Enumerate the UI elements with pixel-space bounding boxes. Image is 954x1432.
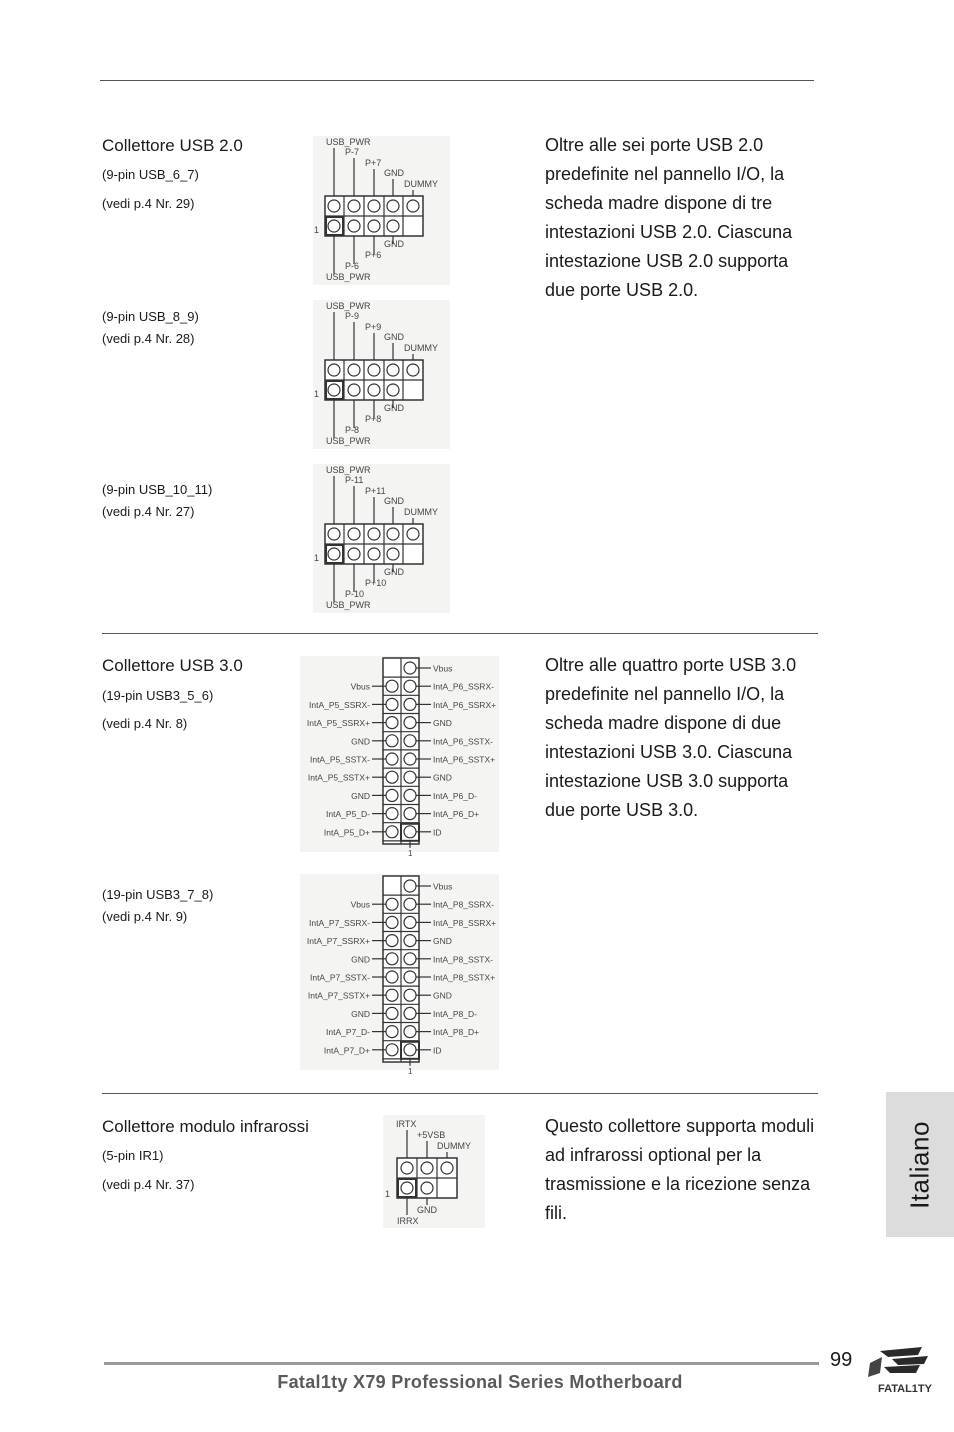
pin-label-left: IntA_P7_D- (326, 1027, 370, 1038)
footer-title: Fatal1ty X79 Professional Series Motherboard (277, 1372, 683, 1392)
pin-label-right: GND (433, 990, 452, 1001)
usb3-diagram-svg-1 (300, 656, 499, 858)
label-usb-pwr-bottom: USB_PWR (326, 436, 371, 446)
pin-label-left: GND (351, 1008, 370, 1019)
label-gnd: GND (417, 1205, 437, 1215)
pin-label-left: IntA_P7_SSTX+ (307, 990, 370, 1001)
pin-label-left: GND (351, 954, 370, 965)
pin-label-right: IntA_P8_D+ (433, 1027, 480, 1038)
pin-label-right: IntA_P6_D+ (433, 809, 480, 820)
label-p-minus-top: P-9 (345, 311, 360, 321)
pin-label-left: IntA_P7_SSTX- (309, 972, 370, 983)
pin-label-right: Vbus (433, 881, 453, 892)
language-tab (886, 1092, 954, 1237)
label-p-plus-top: P+11 (365, 486, 386, 496)
footer-rule (104, 1362, 819, 1365)
label-dummy: DUMMY (404, 179, 438, 189)
pin-label-right: GND (433, 718, 452, 729)
pin-label-right: IntA_P6_D- (433, 790, 477, 801)
pin-label-right: IntA_P6_SSRX- (433, 681, 494, 692)
section-divider-2 (102, 1093, 818, 1094)
usb3-h2-ref: (vedi p.4 Nr. 9) (102, 909, 188, 924)
usb3-header-diagram-1 (300, 656, 499, 858)
label-usb-pwr-bottom: USB_PWR (326, 600, 371, 610)
pin-label-left: IntA_P5_SSTX+ (307, 772, 370, 783)
label-p-minus-top: P-7 (345, 147, 360, 157)
pin1-marker: 1 (385, 1189, 391, 1199)
pin-label-left: GND (351, 790, 370, 801)
section-divider-1 (102, 633, 818, 634)
label-gnd-bottom: GND (384, 567, 404, 577)
usb3-diagram-svg-2 (300, 874, 499, 1076)
pin-label-left: Vbus (350, 681, 370, 692)
pin1-marker: 1 (314, 225, 320, 235)
ir-ref: (vedi p.4 Nr. 37) (102, 1177, 195, 1192)
pin-label-right: ID (433, 827, 442, 838)
pin-label-left: GND (351, 736, 370, 747)
label-irtx: IRTX (396, 1119, 417, 1129)
ir-title: Collettore modulo infrarossi (102, 1117, 309, 1136)
label-p-minus-bottom: P-8 (345, 425, 360, 435)
usb2-h1-pin: (9-pin USB_6_7) (102, 167, 199, 182)
pin-label-right: GND (433, 772, 452, 783)
pin1-marker: 1 (408, 1066, 413, 1076)
label-p-plus-bottom: P+6 (365, 250, 382, 260)
usb2-h1-ref: (vedi p.4 Nr. 29) (102, 196, 195, 211)
usb2-header-diagram-2 (313, 300, 450, 449)
usb3-description: Oltre alle quattro porte USB 3.0 predefinite nel pannello I/O, la scheda madre dispone di due intestazioni USB 3.0. Ciascuna intestazione USB 3.0 supporta due porte USB 3.0. (545, 655, 797, 820)
label-usb-pwr-bottom: USB_PWR (326, 272, 371, 282)
label-irrx: IRRX (397, 1216, 419, 1226)
top-rule (100, 80, 814, 81)
pin-label-left: IntA_P7_SSRX+ (306, 936, 370, 947)
fatal1ty-logo (862, 1343, 948, 1401)
label-usb-pwr-top: USB_PWR (326, 301, 371, 311)
usb3-title: Collettore USB 3.0 (102, 656, 243, 675)
label-gnd-top: GND (384, 168, 404, 178)
usb2-description: Oltre alle sei porte USB 2.0 predefinite nel pannello I/O, la scheda madre dispone di tre intestazioni USB 2.0. Ciascuna intestazione USB 2.0 supporta due porte USB 2.0. (545, 135, 793, 300)
ir-pin: (5-pin IR1) (102, 1148, 164, 1163)
ir-description: Questo collettore supporta moduli ad infrarossi optional per la trasmissione e la ricezione senza fili. (545, 1116, 815, 1223)
pin-label-left: Vbus (350, 899, 370, 910)
logo-text: FATAL1TY (878, 1383, 932, 1395)
label-usb-pwr-top: USB_PWR (326, 137, 371, 147)
pin-label-right: IntA_P6_SSTX+ (433, 754, 496, 765)
pin1-marker: 1 (408, 848, 413, 858)
pin-label-right: IntA_P6_SSRX+ (433, 699, 497, 710)
label-dummy: DUMMY (437, 1141, 471, 1151)
label-p-plus-top: P+7 (365, 158, 382, 168)
label-gnd-top: GND (384, 332, 404, 342)
label-gnd-bottom: GND (384, 403, 404, 413)
usb2-h3-pin: (9-pin USB_10_11) (102, 482, 213, 497)
label-p-minus-top: P-11 (345, 475, 364, 485)
label-p-plus-top: P+9 (365, 322, 382, 332)
label-p-plus-bottom: P+8 (365, 414, 382, 424)
usb3-h2-pin: (19-pin USB3_7_8) (102, 887, 214, 902)
label-usb-pwr-top: USB_PWR (326, 465, 371, 475)
pin-label-left: IntA_P5_D+ (323, 827, 370, 838)
pin1-marker: 1 (314, 389, 320, 399)
usb2-h3-ref: (vedi p.4 Nr. 27) (102, 504, 195, 519)
label-p-minus-bottom: P-6 (345, 261, 360, 271)
pin-label-right: IntA_P6_SSTX- (433, 736, 494, 747)
pin-label-right: IntA_P8_SSTX- (433, 954, 494, 965)
pin-label-left: IntA_P5_D- (326, 809, 370, 820)
label-gnd-top: GND (384, 496, 404, 506)
ir-header-diagram (383, 1115, 485, 1228)
usb2-title: Collettore USB 2.0 (102, 136, 243, 155)
pin1-marker: 1 (314, 553, 320, 563)
usb2-header-diagram-3 (313, 464, 450, 613)
pin-label-right: ID (433, 1045, 442, 1056)
label-gnd-bottom: GND (384, 239, 404, 249)
usb3-h1-pin: (19-pin USB3_5_6) (102, 688, 214, 703)
pin-label-left: IntA_P7_D+ (323, 1045, 370, 1056)
label-5vsb: +5VSB (417, 1130, 446, 1140)
pin-label-right: GND (433, 936, 452, 947)
pin-label-left: IntA_P5_SSTX- (309, 754, 370, 765)
pin-label-right: IntA_P8_SSTX+ (433, 972, 496, 983)
page-number: 99 (830, 1349, 853, 1371)
label-dummy: DUMMY (404, 343, 438, 353)
label-p-plus-bottom: P+10 (365, 578, 387, 588)
language-tab-label: Italiano (904, 1120, 935, 1209)
pin-label-left: IntA_P5_SSRX+ (306, 718, 370, 729)
pin-label-right: IntA_P8_SSRX+ (433, 917, 497, 928)
usb2-h2-ref: (vedi p.4 Nr. 28) (102, 331, 195, 346)
pin-label-left: IntA_P5_SSRX- (309, 699, 370, 710)
pin-label-right: IntA_P8_D- (433, 1008, 477, 1019)
usb2-h2-pin: (9-pin USB_8_9) (102, 309, 199, 324)
pin-label-right: IntA_P8_SSRX- (433, 899, 494, 910)
usb3-header-diagram-2 (300, 874, 499, 1076)
usb2-header-diagram-1 (313, 136, 450, 285)
pin-label-left: IntA_P7_SSRX- (309, 917, 370, 928)
usb3-h1-ref: (vedi p.4 Nr. 8) (102, 716, 188, 731)
label-dummy: DUMMY (404, 507, 438, 517)
label-p-minus-bottom: P-10 (345, 589, 365, 599)
pin-label-right: Vbus (433, 663, 453, 674)
